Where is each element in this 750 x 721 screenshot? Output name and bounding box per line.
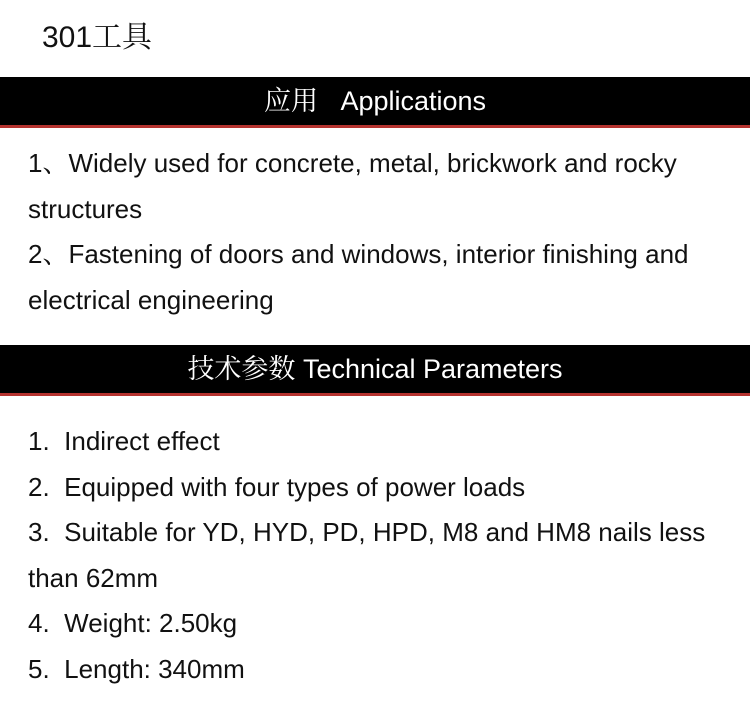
applications-item: 2、Fastening of doors and windows, interior finishing and electrical engineering bbox=[28, 239, 689, 315]
technical-parameters-list bbox=[28, 419, 740, 692]
applications-list bbox=[28, 141, 740, 323]
technical-parameter-item: 4. Weight: 2.50kg bbox=[28, 608, 238, 638]
technical-parameters-heading: 技术参数 Technical Parameters bbox=[187, 354, 563, 384]
technical-parameter-item: 2. Equipped with four types of power loads bbox=[28, 471, 526, 502]
applications-item: 1、Widely used for concrete, metal, brickwork and rocky structures bbox=[28, 148, 677, 224]
applications-section-header bbox=[0, 77, 750, 128]
technical-parameters-section-header bbox=[0, 345, 750, 396]
applications-heading: 应用 Applications bbox=[263, 86, 487, 116]
technical-parameter-item: 5. Length: 340mm bbox=[28, 653, 245, 684]
technical-parameter-item: 3. Suitable for YD, HYD, PD, HPD, M8 and HM8 nails less than 62mm bbox=[28, 517, 713, 593]
product-title: 301工具 bbox=[42, 21, 153, 54]
technical-parameter-item: 1. Indirect effect bbox=[28, 426, 220, 456]
